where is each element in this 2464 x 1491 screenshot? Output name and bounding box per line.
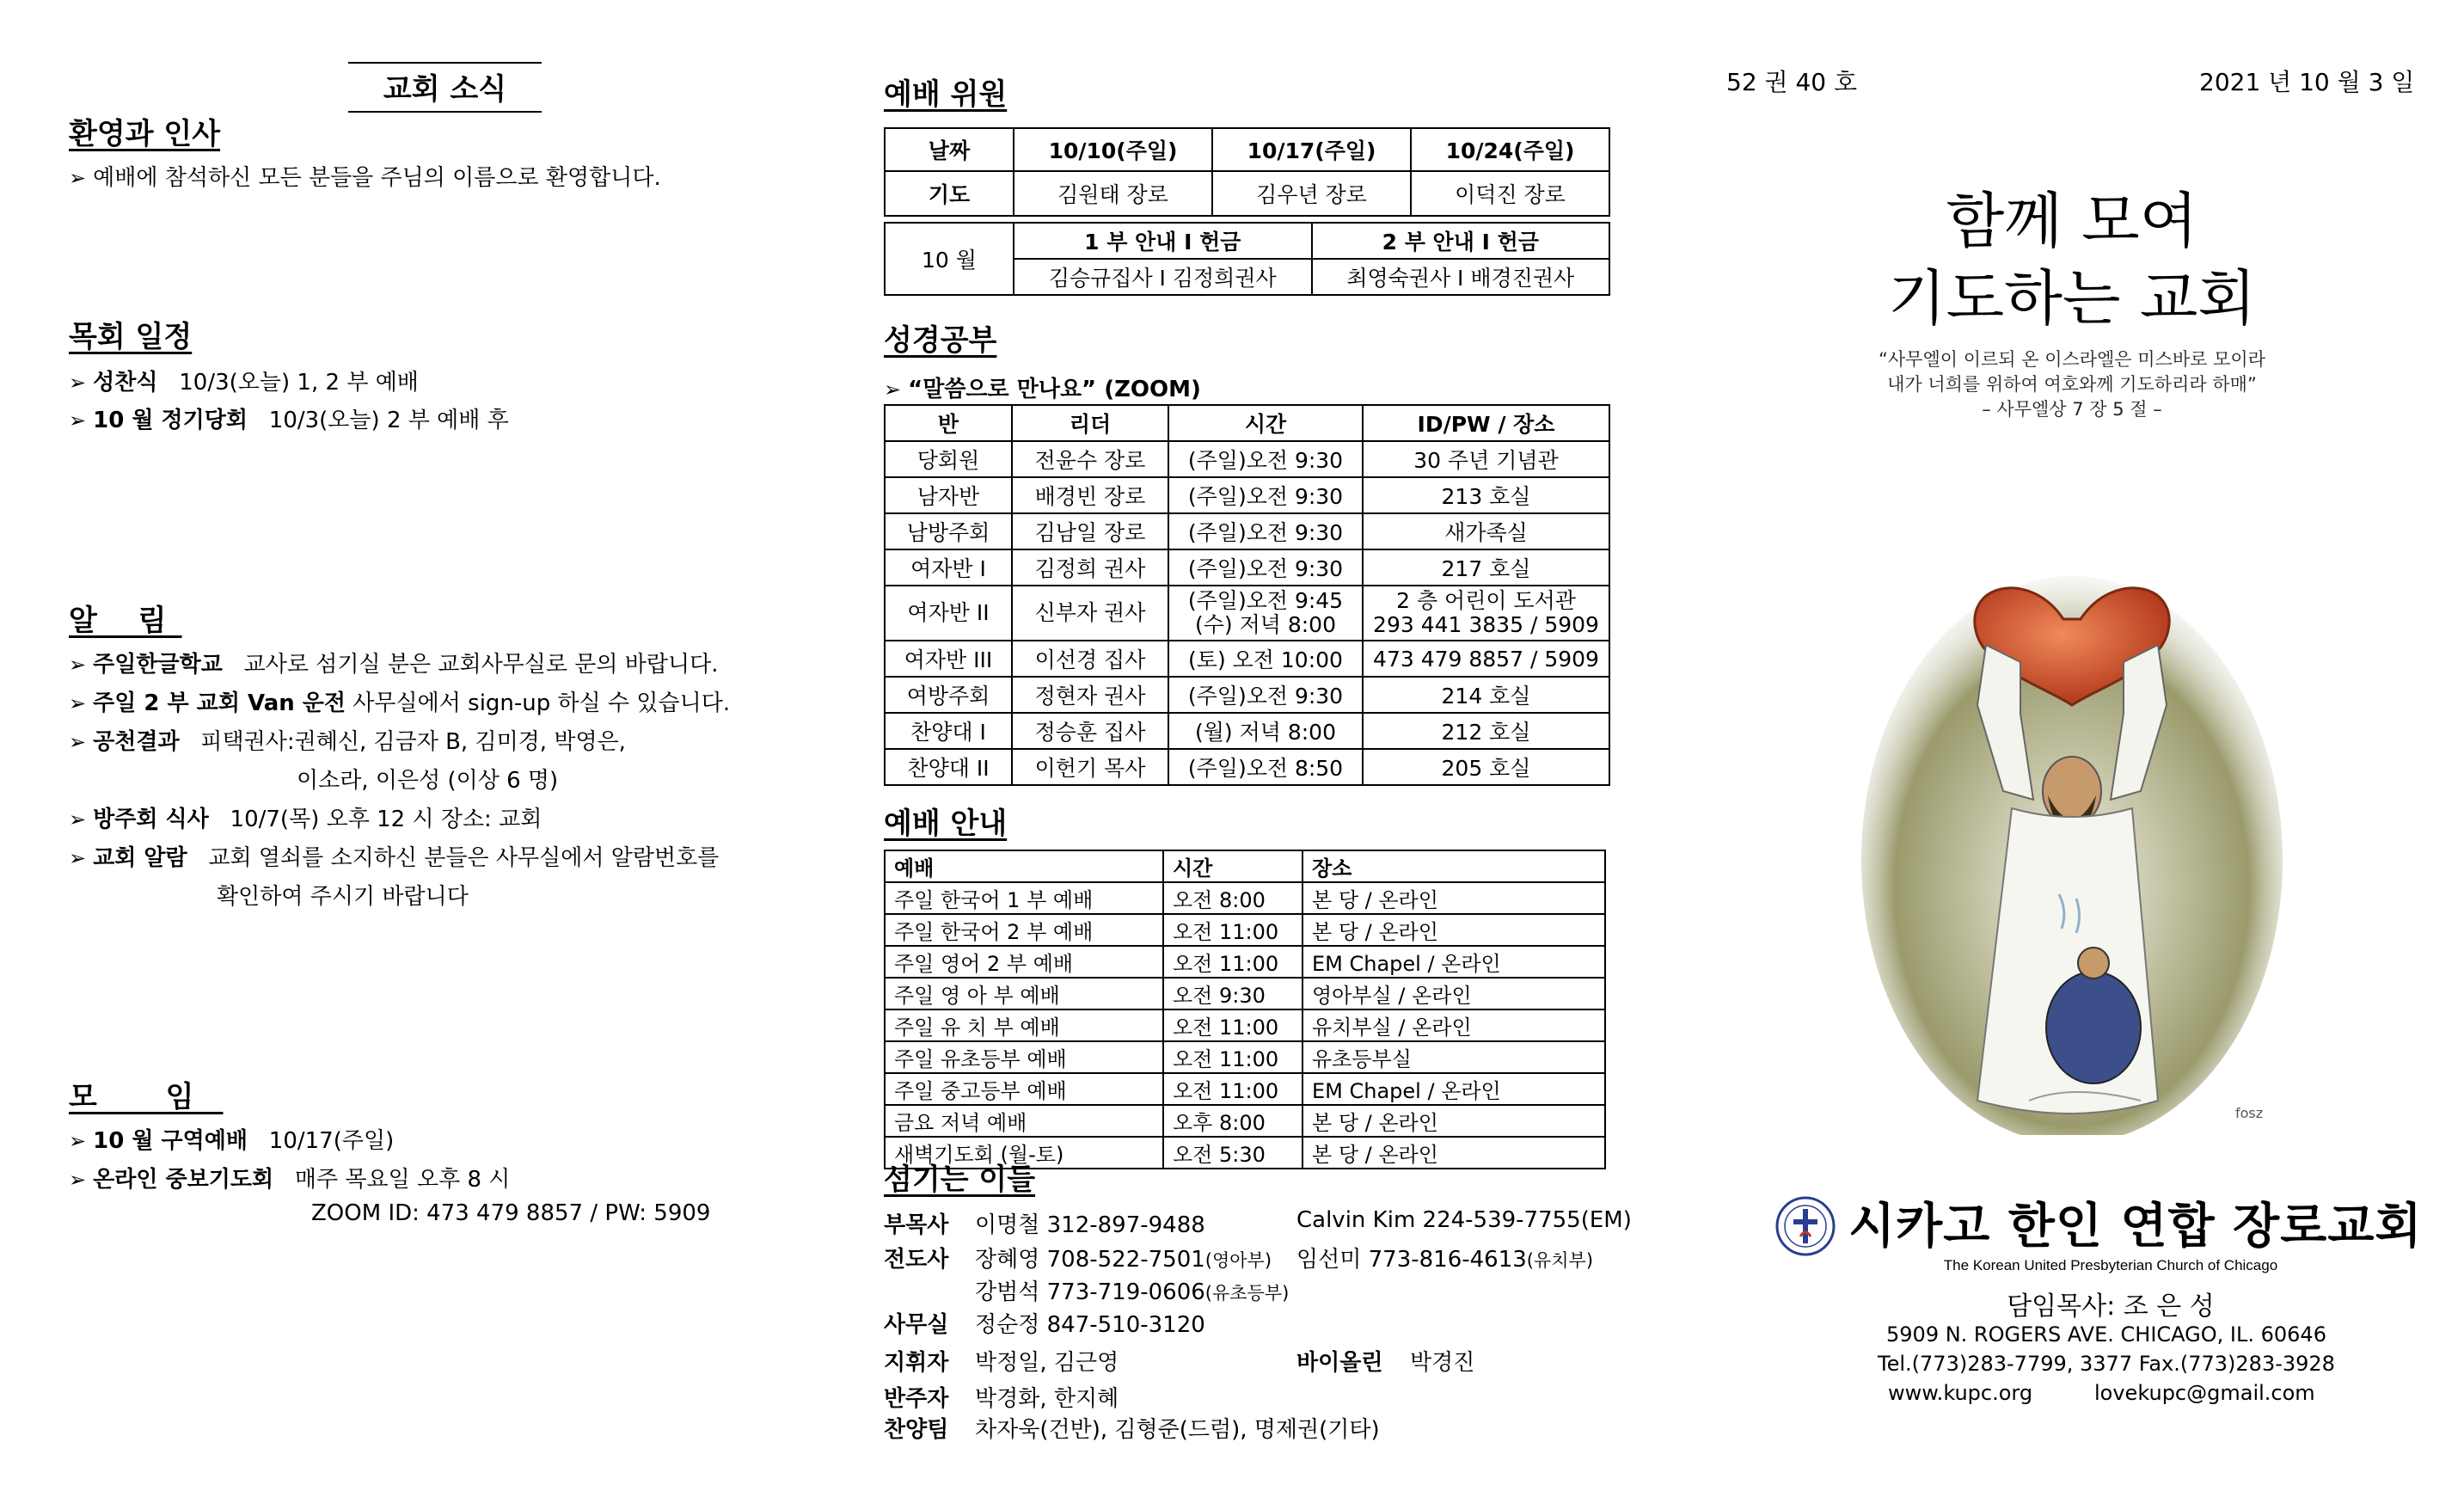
zoom-info: ZOOM ID: 473 479 8857 / PW: 5909 (311, 1200, 711, 1226)
table-cell: 2 부 안내 I 헌금 (1312, 223, 1610, 259)
servant-entry: Calvin Kim 224-539-7755(EM) (1296, 1207, 1632, 1233)
church-phone: Tel.(773)283-7799, 3377 Fax.(773)283-3928 (1878, 1352, 2335, 1376)
servants-title: 섬기는 이들 (884, 1163, 1036, 1197)
servant-entry: 임선미 773-816-4613(유치부) (1296, 1247, 1594, 1273)
notice-item: ➢ 주일한글학교 교사로 섬기실 분은 교회사무실로 문의 바랍니다. (69, 652, 719, 678)
welcome-text: ➢ 예배에 참석하신 모든 분들을 주님의 이름으로 환영합니다. (69, 165, 661, 191)
table-cell: 10/24(주일) (1411, 128, 1609, 171)
church-news-header (348, 62, 542, 113)
table-header: 반 (885, 405, 1012, 441)
table-cell: 10 월 (885, 223, 1014, 295)
issue-date: 2021 년 10 월 3 일 (2199, 68, 2415, 96)
notice-item-continued: 확인하여 주시기 바랍니다 (217, 884, 469, 910)
servant-entry: 차자욱(건반), 김형준(드럼), 명제권(기타) (975, 1417, 1380, 1443)
arrow-icon: ➢ (69, 691, 87, 715)
bible-study-title: 성경공부 (884, 323, 997, 358)
table-row: 주일 중고등부 예배 오전 11:00 EM Chapel / 온라인 (885, 1073, 1605, 1105)
service-team-table (884, 222, 1610, 296)
table-cell: 기도 (885, 171, 1014, 216)
table-row: 찬양대 II 이헌기 목사 (주일)오전 8:50 205 호실 (885, 749, 1609, 785)
servant-entry: 정순정 847-510-3120 (975, 1312, 1205, 1338)
church-address: 5909 N. ROGERS AVE. CHICAGO, IL. 60646 (1886, 1322, 2326, 1347)
table-cell: 이덕진 장로 (1411, 171, 1609, 216)
bible-study-subtitle: ➢ “말씀으로 만나요” (ZOOM) (884, 377, 1201, 402)
meeting-item: ➢ 10 월 구역예배 10/17(주일) (69, 1128, 395, 1154)
table-row: 주일 유초등부 예배 오전 11:00 유초등부실 (885, 1041, 1605, 1073)
notice-item-continued: 이소라, 이은성 (이상 6 명) (297, 768, 559, 794)
praying-figure-illustration (1857, 533, 2287, 1135)
role-label: 사무실 (884, 1312, 949, 1338)
servant-entry: 장혜영 708-522-7501(영아부) (975, 1247, 1272, 1273)
table-header: 시간 (1163, 850, 1302, 882)
table-row: 주일 영어 2 부 예배 오전 11:00 EM Chapel / 온라인 (885, 946, 1605, 978)
church-news-title: 교회 소식 (383, 72, 507, 107)
table-cell: 김승규집사 I 김정희권사 (1014, 259, 1312, 295)
table-row: 금요 저녁 예배 오후 8:00 본 당 / 온라인 (885, 1105, 1605, 1137)
arrow-icon: ➢ (69, 653, 87, 677)
table-cell: 1 부 안내 I 헌금 (1014, 223, 1312, 259)
welcome-title: 환영과 인사 (69, 117, 221, 151)
worship-committee-title: 예배 위원 (884, 77, 1008, 112)
servant-entry: 박경진 (1410, 1350, 1475, 1376)
servant-entry: 이명철 312-897-9488 (975, 1212, 1205, 1238)
table-row: 주일 한국어 1 부 예배 오전 8:00 본 당 / 온라인 (885, 882, 1605, 914)
arrow-icon: ➢ (69, 1168, 87, 1192)
arrow-icon: ➢ (884, 377, 902, 402)
schedule-item: ➢ 10 월 정기당회 10/3(오늘) 2 부 예배 후 (69, 408, 509, 433)
table-header: ID/PW / 장소 (1363, 405, 1609, 441)
worship-guide-title: 예배 안내 (884, 807, 1008, 841)
table-row: 당회원 전윤수 장로 (주일)오전 9:30 30 주년 기념관 (885, 441, 1609, 477)
table-cell: 10/17(주일) (1212, 128, 1411, 171)
table-cell: 최영숙권사 I 배경진권사 (1312, 259, 1610, 295)
arrow-icon: ➢ (69, 807, 87, 831)
table-row: 주일 영 아 부 예배 오전 9:30 영아부실 / 온라인 (885, 978, 1605, 1009)
artwork-signature: fosz (2235, 1105, 2264, 1121)
servant-entry: 박정일, 김근영 (975, 1350, 1119, 1376)
table-row: 여자반 III 이선경 집사 (토) 오전 10:00 473 479 8857 / 5909 (885, 641, 1609, 677)
arrow-icon: ➢ (69, 166, 87, 190)
role-label: 바이올린 (1296, 1350, 1383, 1376)
scripture-verse: “사무엘이 이르되 온 이스라엘은 미스바로 모이라 내가 너희를 위하여 여호와께 기도하리라 하매” – 사무엘상 7 장 5 절 – (1879, 349, 2265, 420)
church-website[interactable]: www.kupc.org (1888, 1381, 2033, 1405)
main-title: 함께 모여 기도하는 교회 (1888, 186, 2256, 334)
worship-guide-table (884, 850, 1606, 1169)
volume-number: 52 권 40 호 (1726, 68, 1858, 96)
worship-committee-table (884, 127, 1610, 217)
notice-item: ➢ 교회 알람 교회 열쇠를 소지하신 분들은 사무실에서 알람번호를 (69, 845, 720, 871)
table-row: 주일 유 치 부 예배 오전 11:00 유치부실 / 온라인 (885, 1009, 1605, 1041)
table-row: 주일 한국어 2 부 예배 오전 11:00 본 당 / 온라인 (885, 914, 1605, 946)
arrow-icon: ➢ (69, 371, 87, 395)
role-label: 부목사 (884, 1212, 949, 1238)
arrow-icon: ➢ (69, 846, 87, 870)
presbyterian-seal-icon (1774, 1195, 1836, 1257)
bible-study-table (884, 404, 1610, 786)
table-row: 남자반 배경빈 장로 (주일)오전 9:30 213 호실 (885, 477, 1609, 513)
table-row: 남방주회 김남일 장로 (주일)오전 9:30 새가족실 (885, 513, 1609, 549)
meeting-item: ➢ 온라인 중보기도회 매주 목요일 오후 8 시 (69, 1167, 511, 1193)
role-label: 지휘자 (884, 1350, 949, 1376)
table-header: 장소 (1302, 850, 1605, 882)
church-name-english: The Korean United Presbyterian Church of Chicago (1943, 1257, 2278, 1273)
table-header: 리더 (1012, 405, 1168, 441)
church-name: 시카고 한인 연합 장로교회 (1848, 1199, 2423, 1255)
notice-item: ➢ 주일 2 부 교회 Van 운전 사무실에서 sign-up 하실 수 있습니다. (69, 690, 731, 716)
arrow-icon: ➢ (69, 1129, 87, 1153)
arrow-icon: ➢ (69, 408, 87, 433)
notice-title: 알 림 (69, 604, 182, 638)
servant-entry: 강범석 773-719-0606(유초등부) (975, 1279, 1290, 1305)
table-row: 여자반 II 신부자 권사 (주일)오전 9:45 (수) 저녁 8:00 2 층 어린이 도서관 293 441 3835 / 5909 (885, 586, 1609, 641)
table-header: 시간 (1168, 405, 1363, 441)
arrow-icon: ➢ (69, 730, 87, 754)
table-row: 여자반 I 김정희 권사 (주일)오전 9:30 217 호실 (885, 549, 1609, 586)
meeting-title: 모 임 (69, 1080, 224, 1114)
table-row: 새벽기도회 (월-토) 오전 5:30 본 당 / 온라인 (885, 1137, 1605, 1169)
table-cell: 날짜 (885, 128, 1014, 171)
table-row: 여방주회 정현자 권사 (주일)오전 9:30 214 호실 (885, 677, 1609, 713)
role-label: 찬양팀 (884, 1417, 949, 1443)
schedule-title: 목회 일정 (69, 320, 193, 354)
notice-item: ➢ 공천결과 피택권사:권혜신, 김금자 B, 김미경, 박영은, (69, 729, 626, 755)
artwork-image (1857, 533, 2287, 1135)
role-label: 전도사 (884, 1247, 949, 1273)
table-row: 찬양대 I 정승훈 집사 (월) 저녁 8:00 212 호실 (885, 713, 1609, 749)
table-cell: 김우년 장로 (1212, 171, 1411, 216)
senior-pastor: 담임목사: 조 은 성 (2007, 1292, 2215, 1322)
servant-entry: 박경화, 한지혜 (975, 1386, 1119, 1412)
table-cell: 10/10(주일) (1014, 128, 1212, 171)
schedule-item: ➢ 성찬식 10/3(오늘) 1, 2 부 예배 (69, 370, 419, 396)
role-label: 반주자 (884, 1386, 949, 1412)
table-cell: 김원태 장로 (1014, 171, 1212, 216)
notice-item: ➢ 방주회 식사 10/7(목) 오후 12 시 장소: 교회 (69, 807, 542, 832)
church-email[interactable]: lovekupc@gmail.com (2094, 1381, 2315, 1405)
table-header: 예배 (885, 850, 1163, 882)
